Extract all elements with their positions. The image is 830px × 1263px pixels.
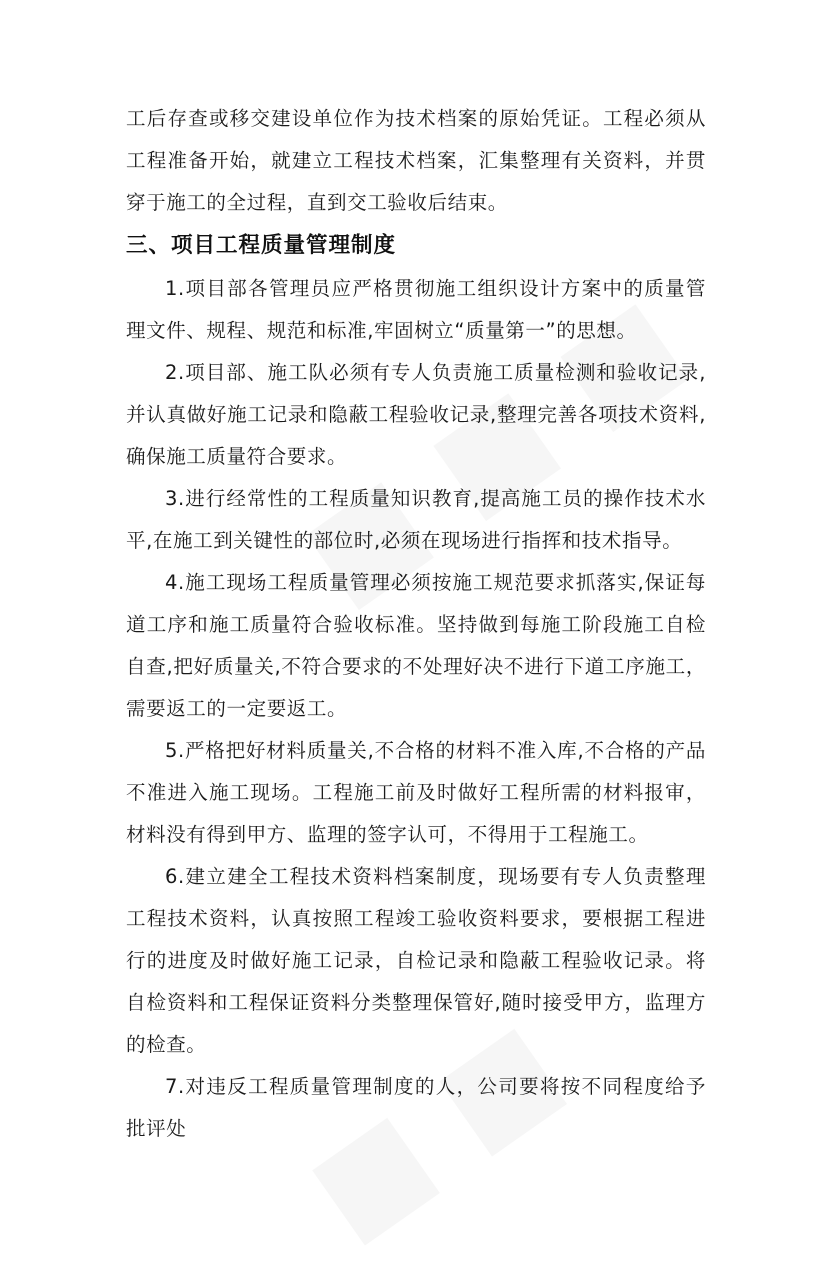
rule-item-1: 1.项目部各管理员应严格贯彻施工组织设计方案中的质量管理文件、规程、规范和标准,牢固树立“质量第一”的思想。 [126, 277, 706, 342]
rule-item-7: 7.对违反工程质量管理制度的人，公司要将按不同程度给予批评处 [126, 1075, 706, 1140]
document-body [126, 98, 706, 1150]
rule-item-3: 3.进行经常性的工程质量知识教育,提高施工员的操作技术水平,在施工到关键性的部位时,必须在现场进行指挥和技术指导。 [126, 487, 706, 552]
rule-item-5: 5.严格把好材料质量关,不合格的材料不准入库,不合格的产品不准进入施工现场。工程施工前及时做好工程所需的材料报审，材料没有得到甲方、监理的签字认可，不得用于工程施工。 [126, 739, 706, 846]
intro-paragraph: 工后存查或移交建设单位作为技术档案的原始凭证。工程必须从工程准备开始，就建立工程技术档案，汇集整理有关资料，并贯穿于施工的全过程，直到交工验收后结束。 [126, 107, 706, 214]
rule-item-4: 4.施工现场工程质量管理必须按施工规范要求抓落实,保证每道工序和施工质量符合验收标准。坚持做到每施工阶段施工自检自查,把好质量关,不符合要求的不处理好决不进行下道工序施工，需要返工的一定要返工。 [126, 571, 706, 720]
rule-item-6: 6.建立建全工程技术资料档案制度，现场要有专人负责整理工程技术资料，认真按照工程竣工验收资料要求，要根据工程进行的进度及时做好施工记录，自检记录和隐蔽工程验收记录。将自检资料和工程保证资料分类整理保管好,随时接受甲方，监理方的检查。 [126, 865, 706, 1056]
section-title: 三、项目工程质量管理制度 [126, 233, 397, 258]
rule-item-2: 2.项目部、施工队必须有专人负责施工质量检测和验收记录,并认真做好施工记录和隐蔽工程验收记录,整理完善各项技术资料,确保施工质量符合要求。 [126, 361, 706, 468]
